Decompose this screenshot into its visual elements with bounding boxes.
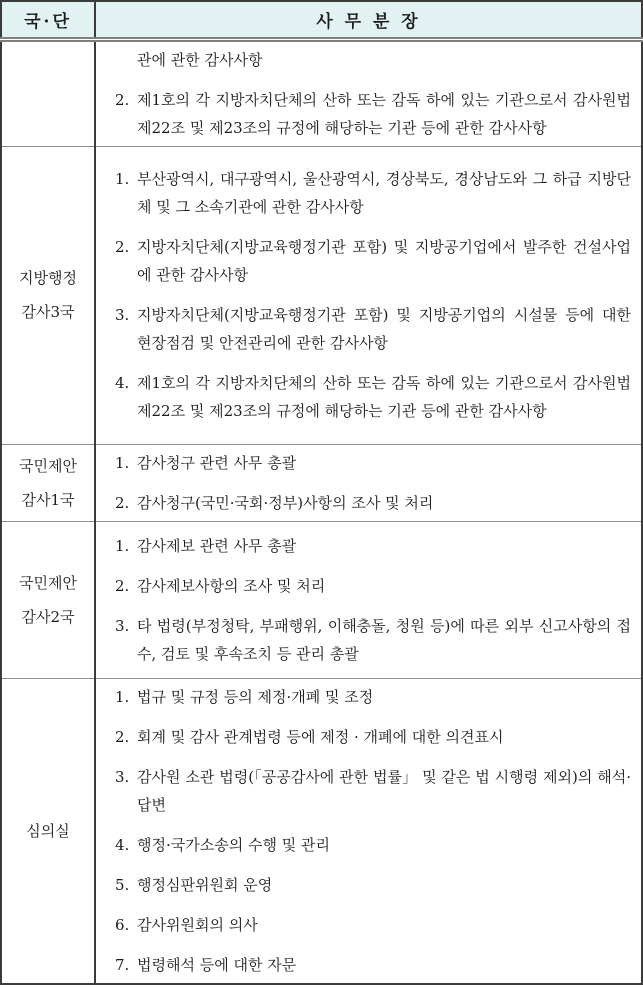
duty-item-text: 법규 및 규정 등의 제정·개폐 및 조정: [137, 687, 374, 706]
duty-item-text: 감사원 소관 법령(「공공감사에 관한 법률」 및 같은 법 시행령 제외)의 해석·답변: [137, 767, 631, 814]
duty-item-number: 2.: [115, 90, 130, 109]
duty-item-text: 감사제보 관련 사무 총괄: [137, 536, 297, 555]
table-row: [1, 678, 642, 984]
duty-item-number: 3.: [115, 616, 130, 635]
duty-item: [115, 233, 631, 289]
duty-item: [115, 301, 631, 357]
bureau-label: [1, 521, 95, 678]
bureau-label: [1, 146, 95, 444]
duty-item: [115, 683, 631, 711]
duty-item-text: 타 법령(부정청탁, 부패행위, 이해충돌, 청원 등)에 따른 외부 신고사항의 접수, 검토 및 후속조치 등 관리 총괄: [137, 616, 631, 663]
duties-cell: [95, 444, 642, 521]
duties-cell: [95, 678, 642, 984]
table-row: [1, 146, 642, 444]
duties-cell: [95, 146, 642, 444]
duty-item-text: 제1호의 각 지방자치단체의 산하 또는 감독 하에 있는 기관으로서 감사원법 제22조 및 제23조의 규정에 해당하는 기관 등에 관한 감사사항: [137, 90, 631, 137]
duty-item-text: 법령해석 등에 대한 자문: [137, 955, 297, 974]
table-header: [1, 1, 642, 39]
duty-item: [115, 951, 631, 979]
header-row: [1, 1, 642, 39]
bureau-label-line: 심의실: [26, 821, 70, 840]
duty-item: [115, 871, 631, 899]
duty-item-number: 1.: [115, 453, 130, 472]
duty-item: [115, 86, 631, 142]
duty-item: [115, 572, 631, 600]
duty-item-number: 1.: [115, 170, 130, 188]
duty-item-number: 3.: [115, 767, 130, 786]
duty-item: [115, 489, 631, 517]
duty-item-number: 6.: [115, 915, 130, 934]
duty-item-number: 4.: [115, 374, 130, 392]
duties-list: [115, 449, 631, 517]
bureau-label-line: 감사3국: [21, 303, 75, 321]
column-header-bureau: 국·단: [1, 1, 95, 39]
duty-item: [115, 763, 631, 819]
bureau-label-line: 감사1국: [21, 490, 75, 509]
duty-item: [115, 831, 631, 859]
duty-item-number: 4.: [115, 835, 130, 854]
duty-item-text: 감사청구(국민·국회·정부)사항의 조사 및 처리: [137, 493, 434, 512]
table-row: [1, 521, 642, 678]
duty-item-text: 감사청구 관련 사무 총괄: [137, 453, 297, 472]
duties-list: [115, 683, 631, 979]
duty-item-text: 감사위원회의 의사: [137, 915, 258, 934]
duty-item-text: 부산광역시, 대구광역시, 울산광역시, 경상북도, 경상남도와 그 하급 지방단체 및 그 소속기관에 관한 감사사항: [137, 170, 631, 216]
duty-item-text: 제1호의 각 지방자치단체의 산하 또는 감독 하에 있는 기관으로서 감사원법 제22조 및 제23조의 규정에 해당하는 기관 등에 관한 감사사항: [137, 374, 631, 420]
duty-item-text: 지방자치단체(지방교육행정기관 포함) 및 지방공기업에서 발주한 건설사업에 관한 감사사항: [137, 238, 631, 284]
duty-item-text: 관에 관한 감사사항: [137, 50, 263, 69]
duty-item-text: 지방자치단체(지방교육행정기관 포함) 및 지방공기업의 시설물 등에 대한 현장점검 및 안전관리에 관한 감사사항: [137, 306, 631, 352]
duty-item-number: 1.: [115, 536, 130, 555]
duty-item-number: [115, 46, 137, 74]
duty-item-text: 감사제보사항의 조사 및 처리: [137, 576, 326, 595]
bureau-label: [1, 678, 95, 984]
duty-item-number: 2.: [115, 493, 130, 512]
duty-item: [115, 46, 631, 74]
duties-list: [115, 165, 631, 425]
table-row: [1, 444, 642, 521]
bureau-label-line: 국민제안: [19, 573, 77, 592]
duty-item: [115, 449, 631, 477]
duty-item-number: 7.: [115, 955, 130, 974]
duty-item-text: 회계 및 감사 관계법령 등에 제정 · 개폐에 대한 의견표시: [137, 727, 504, 746]
duties-list: [115, 46, 631, 142]
table-body: [1, 39, 642, 984]
duty-item-text: 행정심판위원회 운영: [137, 875, 273, 894]
bureau-label: [1, 39, 95, 146]
duties-list: [115, 532, 631, 668]
duty-item: [115, 369, 631, 425]
duty-item-number: 1.: [115, 687, 130, 706]
duty-item-number: 2.: [115, 576, 130, 595]
duty-item-number: 3.: [115, 306, 130, 324]
column-header-duties: 사 무 분 장: [95, 1, 642, 39]
bureau-label-line: 국민제안: [19, 456, 77, 475]
duty-item-number: 2.: [115, 238, 130, 256]
table-row: [1, 39, 642, 146]
duty-item: [115, 532, 631, 560]
bureau-label-line: 지방행정: [19, 269, 77, 287]
duty-item: [115, 165, 631, 221]
duty-item: [115, 612, 631, 668]
duty-item-number: 5.: [115, 875, 130, 894]
bureau-label: [1, 444, 95, 521]
duty-item-text: 행정·국가소송의 수행 및 관리: [137, 835, 330, 854]
duty-item: [115, 911, 631, 939]
duty-item: [115, 723, 631, 751]
duty-item-number: 2.: [115, 727, 130, 746]
bureau-label-line: 감사2국: [21, 607, 75, 626]
duties-cell: [95, 521, 642, 678]
duties-cell: [95, 39, 642, 146]
